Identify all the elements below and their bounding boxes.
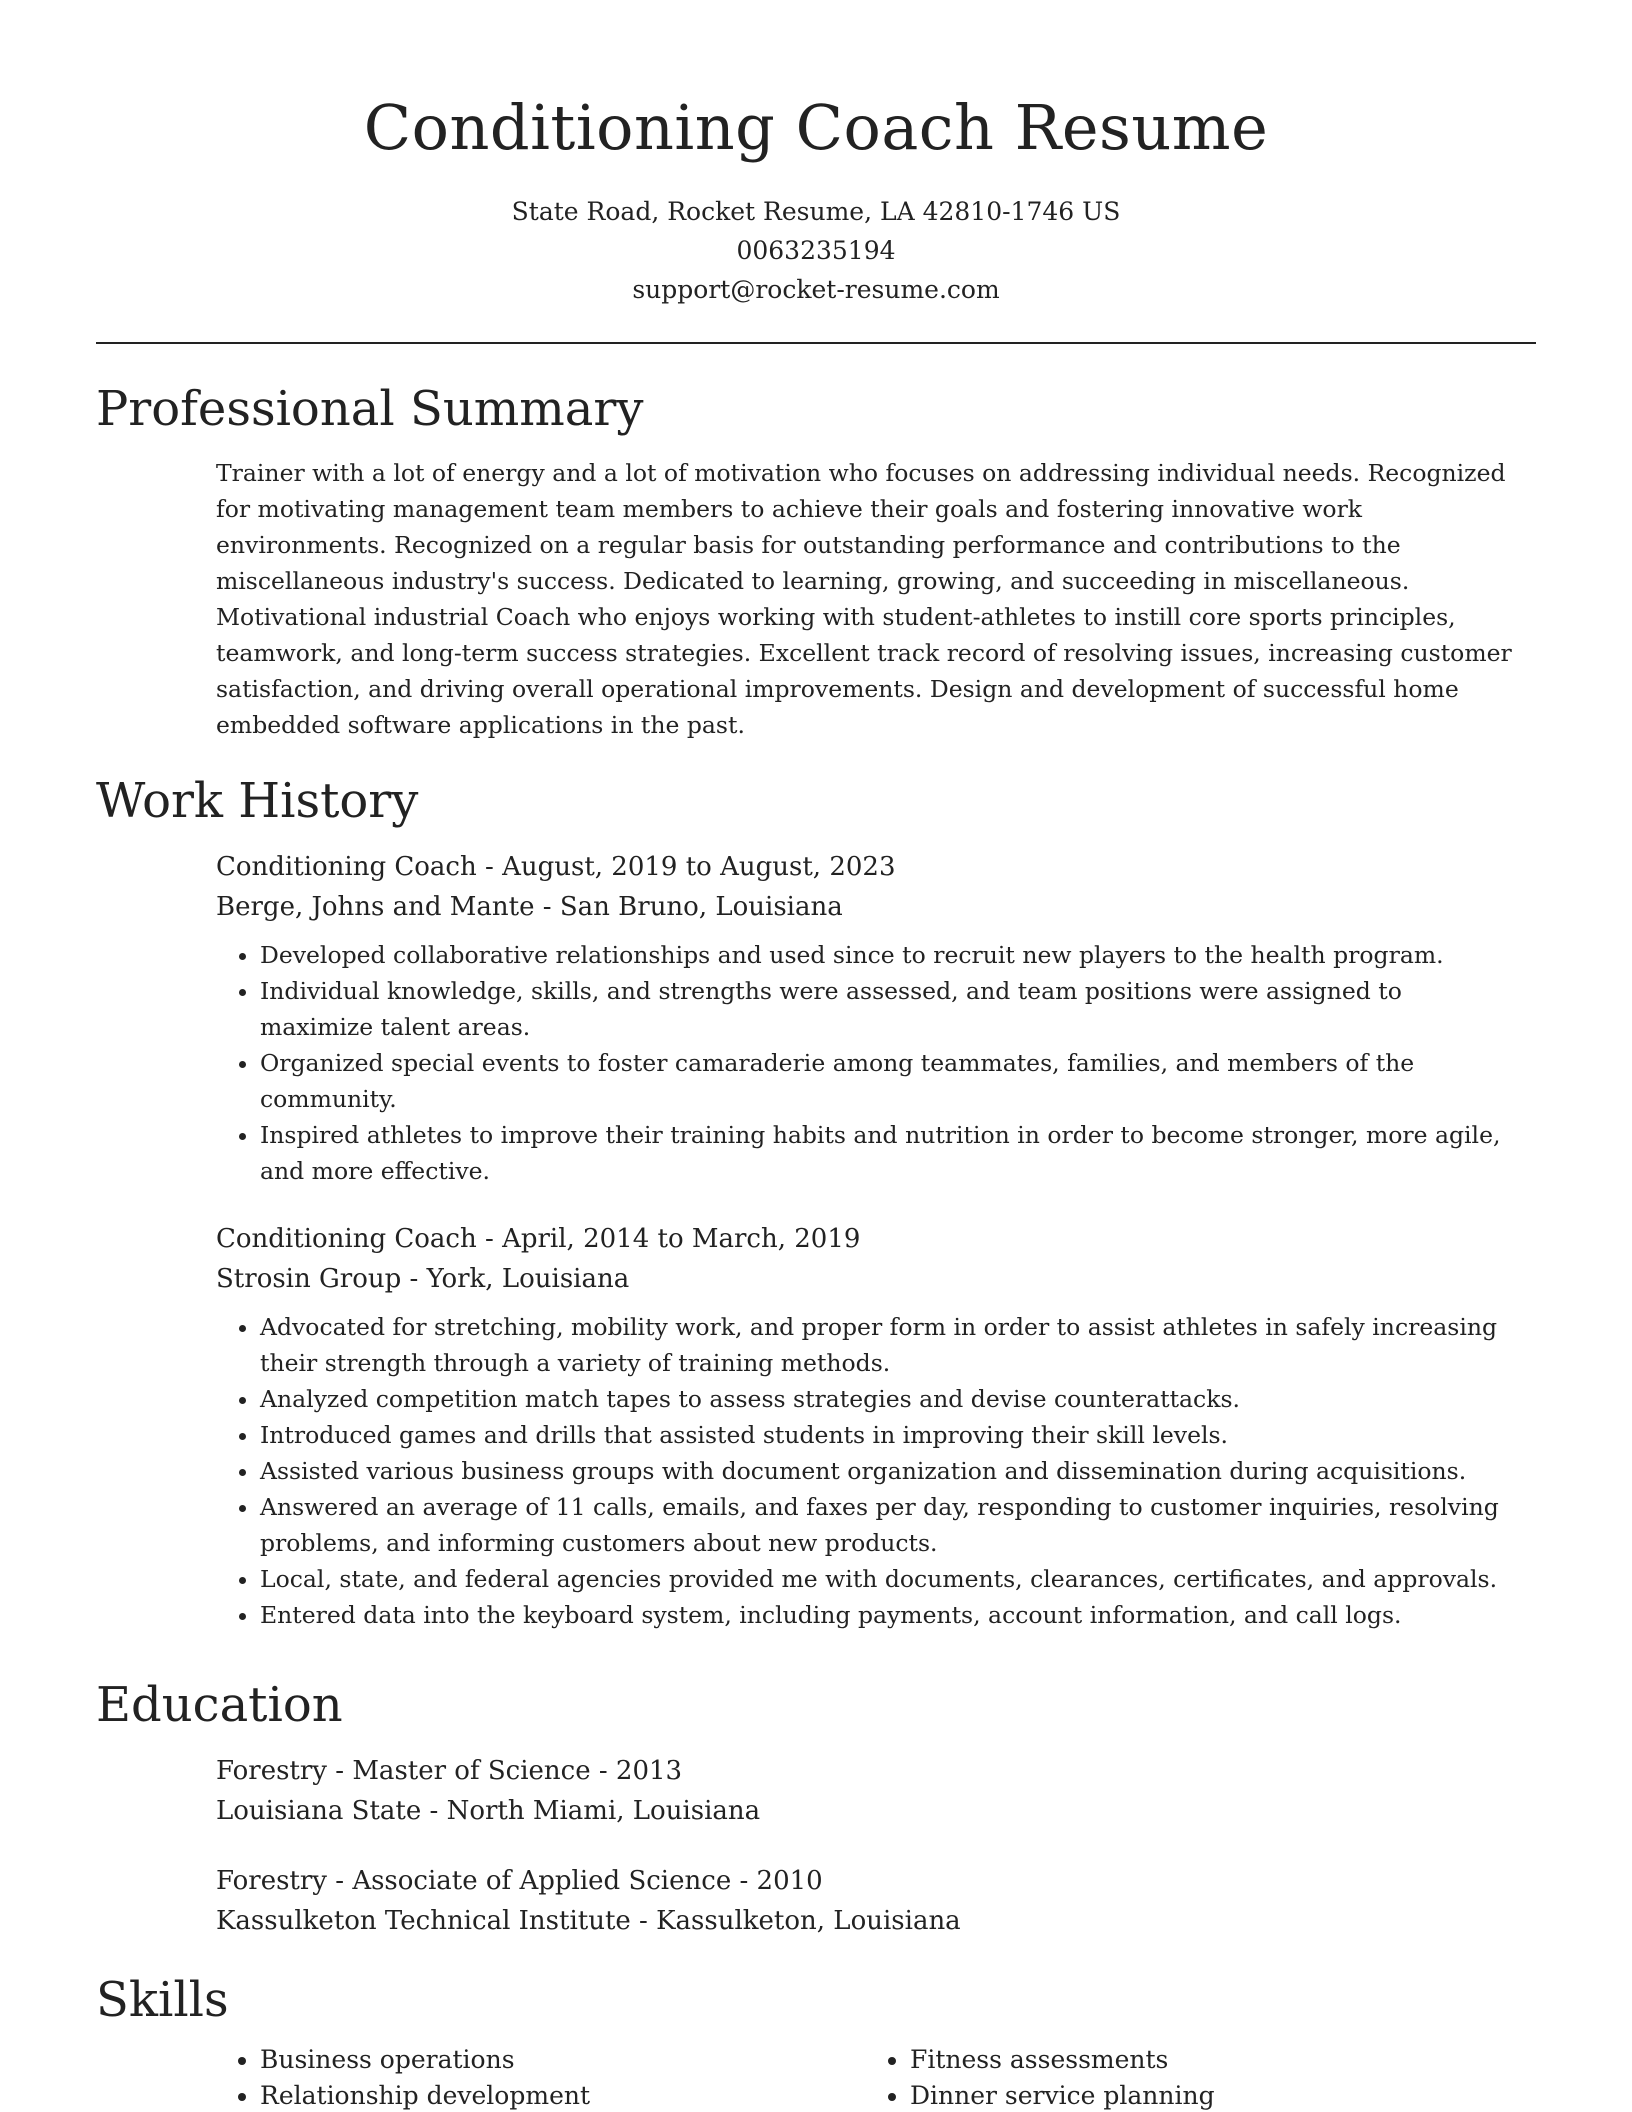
list-item: • Relationship development [260, 2078, 866, 2112]
job-company: Strosin Group [216, 1264, 402, 1294]
list-item: • Organized special events to foster camaraderie among teammates, families, and members of the community. [260, 1045, 1516, 1117]
school-location: - Kassulketon, Louisiana [630, 1906, 961, 1936]
work-body [216, 847, 1516, 1633]
job-location: - York, Louisiana [401, 1264, 630, 1294]
summary-title: Professional Summary [96, 381, 644, 437]
school-name: Louisiana State [216, 1796, 422, 1826]
degree-line [216, 1751, 1516, 1791]
list-item: • Assisted various business groups with document organization and dissemination during acquisitions. [260, 1453, 1516, 1489]
page-title: Conditioning Coach Resume [363, 91, 1269, 164]
summary-text: Trainer with a lot of energy and a lot of motivation who focuses on addressing individual needs. Recognized for motivating management team members to achieve their goals and fostering innovative work environments. Recognized on a regular basis for outstanding performance and contributions to the miscellaneous industry's success. Dedicated to learning, growing, and succeeding in miscellaneous. Motivational industrial Coach who enjoys working with student-athletes to instill core sports principles, teamwork, and long-term success strategies. Excellent track record of resolving issues, increasing customer satisfaction, and driving overall operational improvements. Design and development of successful home embedded software applications in the past. [216, 459, 1512, 739]
job-title-line [216, 847, 1516, 887]
list-item: • Entered data into the keyboard system, including payments, account information, and call logs. [260, 1597, 1516, 1633]
skills-section [96, 1970, 1536, 2112]
summary-body [216, 455, 1516, 743]
school-line [216, 1901, 1516, 1941]
school-name: Kassulketon Technical Institute [216, 1906, 631, 1936]
job-dates: - April, 2014 to March, 2019 [476, 1224, 861, 1254]
job-company-line [216, 887, 1516, 927]
summary-section [96, 379, 1536, 743]
resume-header [0, 0, 1632, 309]
school-location: - North Miami, Louisiana [421, 1796, 761, 1826]
job-entry [216, 847, 1516, 1189]
job-dates: - August, 2019 to August, 2023 [476, 852, 896, 882]
education-entry [216, 1861, 1516, 1941]
list-item: • Dinner service planning [910, 2078, 1516, 2112]
skills-columns [216, 2042, 1516, 2112]
degree-name: - Master of Science - 2013 [327, 1756, 683, 1786]
degree-field: Forestry [216, 1756, 327, 1786]
degree-name: - Associate of Applied Science - 2010 [327, 1866, 823, 1896]
degree-field: Forestry [216, 1866, 327, 1896]
contact-block [0, 192, 1632, 309]
education-title: Education [96, 1677, 343, 1733]
list-item: • Analyzed competition match tapes to assess strategies and devise counterattacks. [260, 1381, 1516, 1417]
education-entry [216, 1751, 1516, 1831]
skills-title: Skills [96, 1972, 229, 2028]
skills-list-left [216, 2042, 866, 2112]
contact-email: support@rocket-resume.com [632, 275, 1000, 304]
contact-address: State Road, Rocket Resume, LA 42810-1746 US [511, 197, 1121, 226]
list-item: • Answered an average of 11 calls, emails, and faxes per day, responding to customer inquiries, resolving problems, and informing customers about new products. [260, 1489, 1516, 1561]
school-line [216, 1791, 1516, 1831]
work-section [96, 771, 1536, 1633]
education-section [96, 1675, 1536, 1941]
skills-body [216, 2042, 1516, 2112]
work-title: Work History [96, 773, 419, 829]
job-bullets [216, 937, 1516, 1189]
job-location: - San Bruno, Louisiana [534, 892, 843, 922]
list-item: • Developed collaborative relationships and used since to recruit new players to the health program. [260, 937, 1516, 973]
job-entry [216, 1219, 1516, 1633]
list-item: • Local, state, and federal agencies provided me with documents, clearances, certificates, and approvals. [260, 1561, 1516, 1597]
degree-line [216, 1861, 1516, 1901]
list-item: • Inspired athletes to improve their training habits and nutrition in order to become stronger, more agile, and more effective. [260, 1117, 1516, 1189]
list-item: • Business operations [260, 2042, 866, 2078]
education-body [216, 1751, 1516, 1941]
job-role: Conditioning Coach [216, 1224, 477, 1254]
job-title-line [216, 1219, 1516, 1259]
list-item: • Advocated for stretching, mobility work, and proper form in order to assist athletes in safely increasing their strength through a variety of training methods. [260, 1309, 1516, 1381]
list-item: • Fitness assessments [910, 2042, 1516, 2078]
job-bullets [216, 1309, 1516, 1633]
contact-phone: 0063235194 [736, 236, 896, 265]
job-company-line [216, 1259, 1516, 1299]
job-company: Berge, Johns and Mante [216, 892, 535, 922]
list-item: • Individual knowledge, skills, and strengths were assessed, and team positions were assigned to maximize talent areas. [260, 973, 1516, 1045]
job-role: Conditioning Coach [216, 852, 477, 882]
list-item: • Introduced games and drills that assisted students in improving their skill levels. [260, 1417, 1516, 1453]
skills-list-right [866, 2042, 1516, 2112]
header-divider [96, 342, 1536, 344]
